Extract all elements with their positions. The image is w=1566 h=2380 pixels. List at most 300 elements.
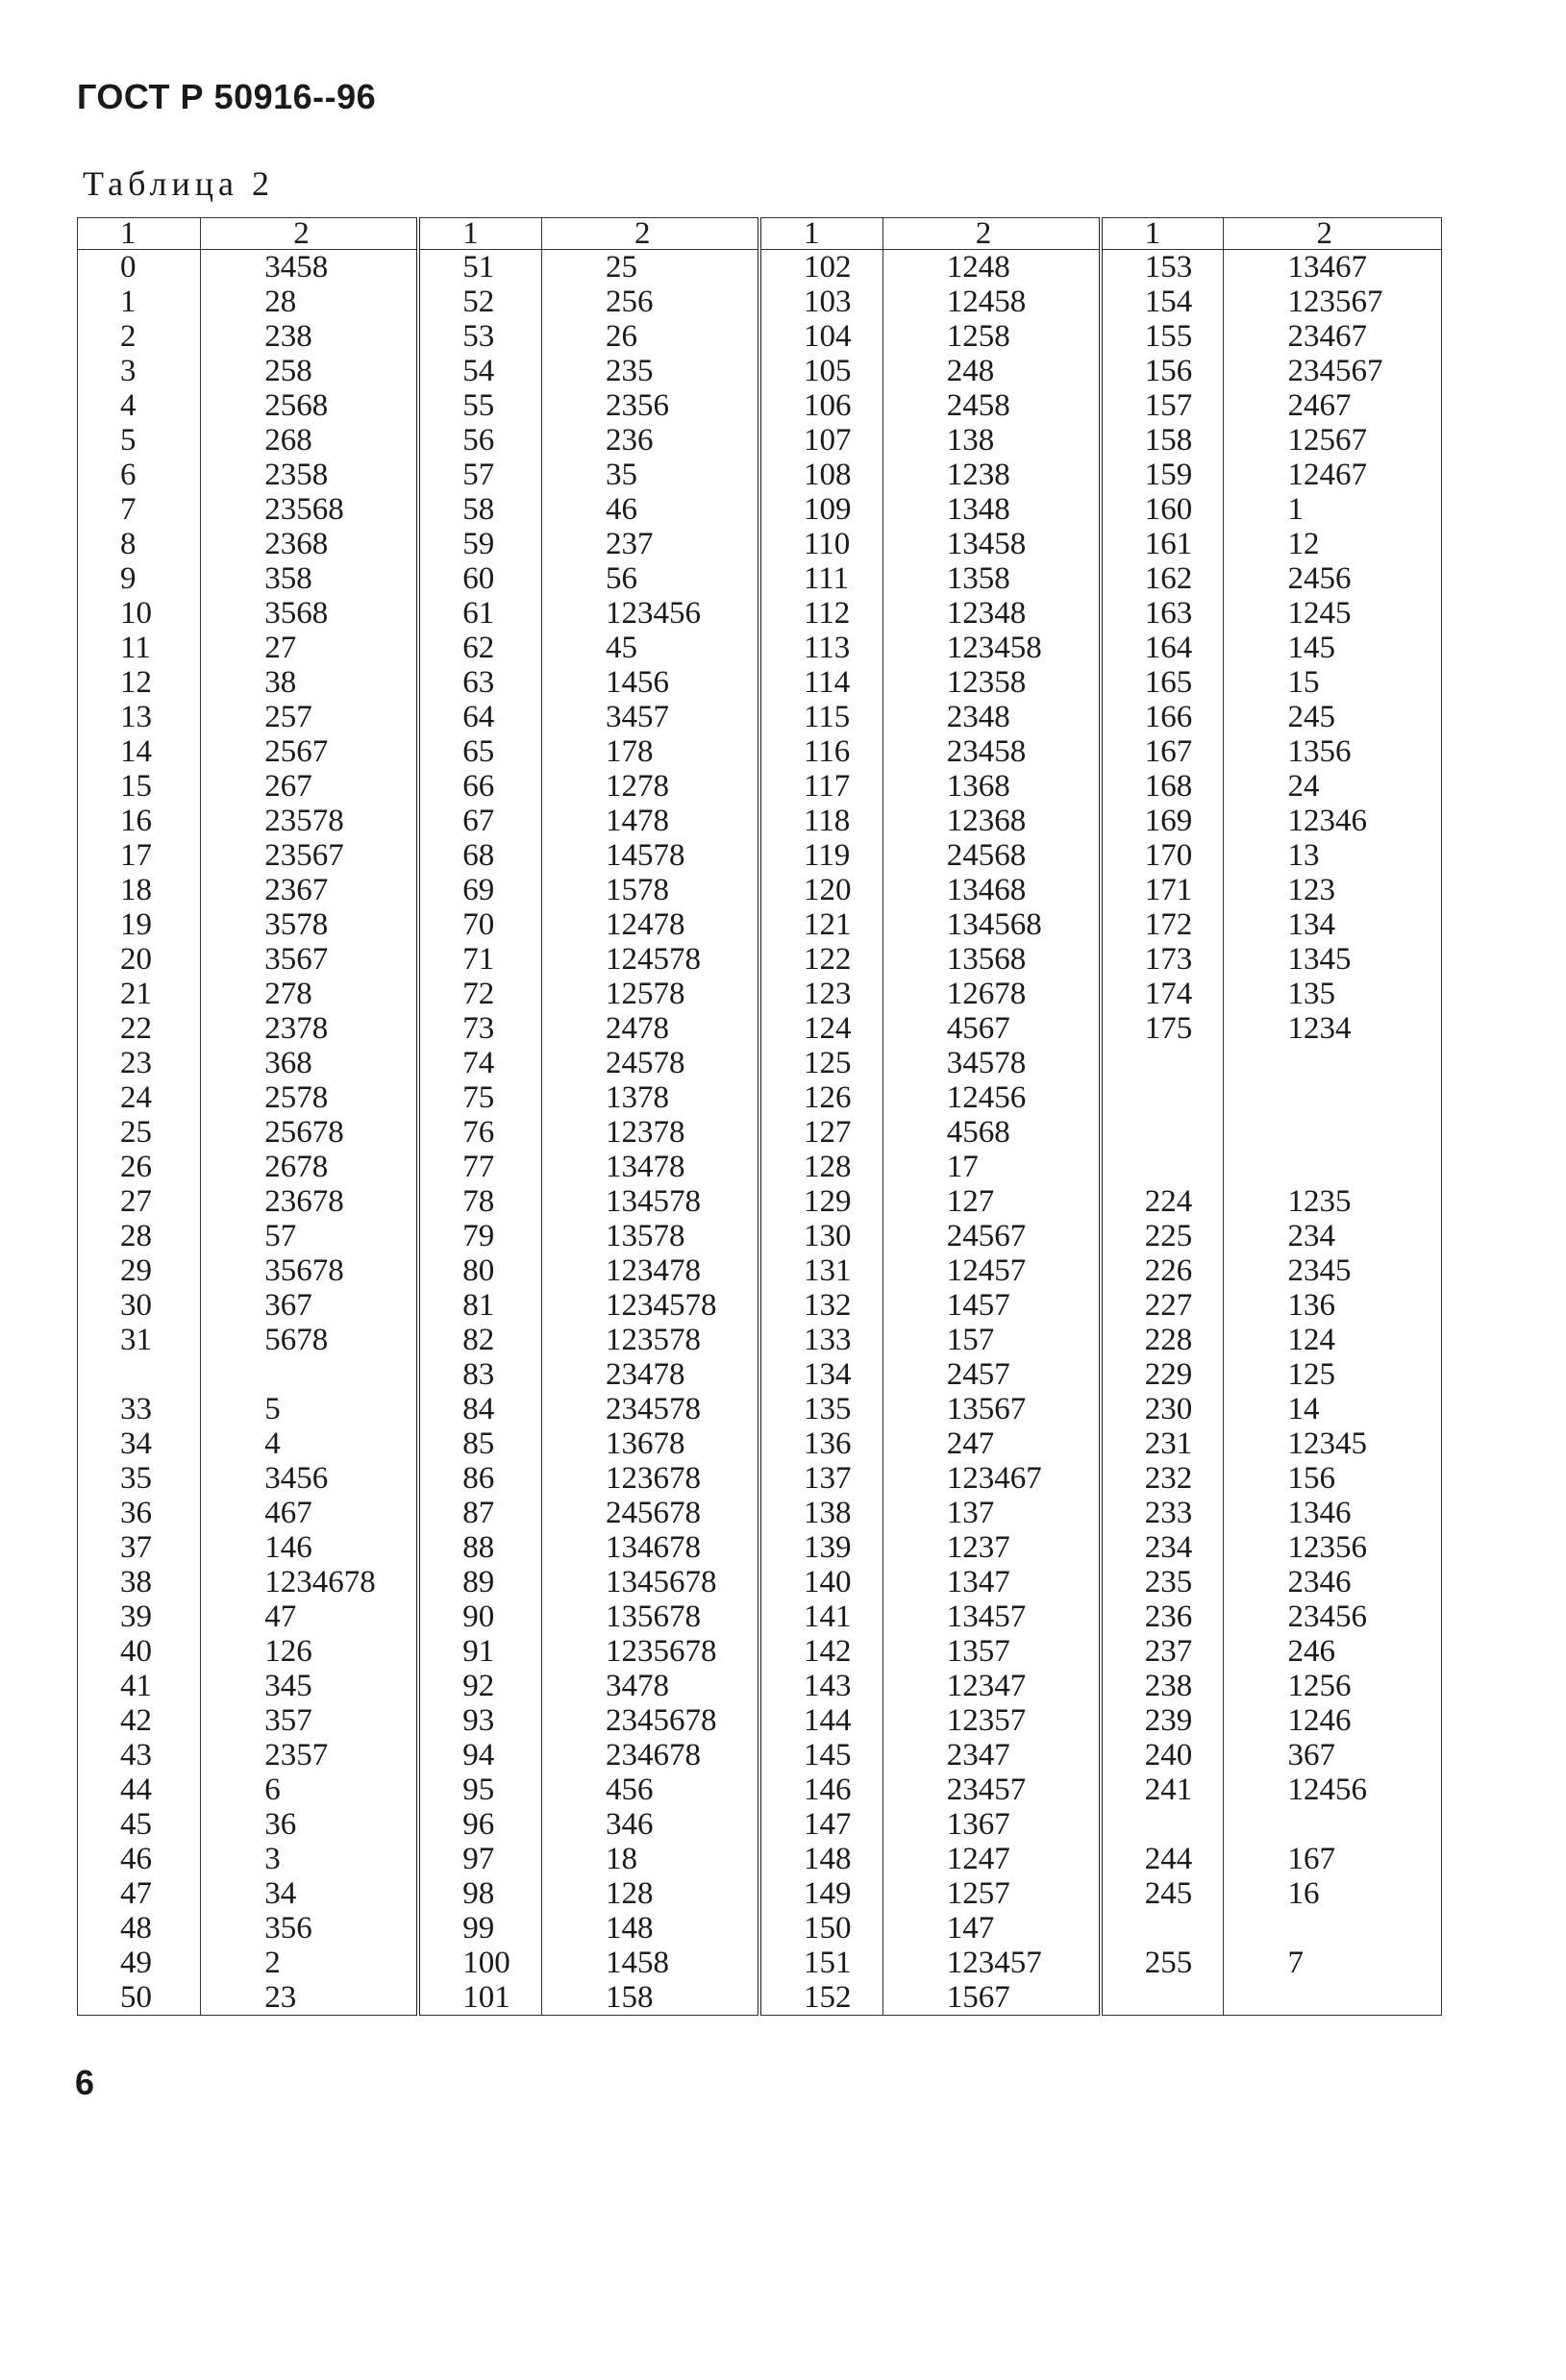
number-cell — [1101, 1080, 1224, 1115]
number-cell: 59 — [418, 527, 541, 561]
code-cell: 1256 — [1224, 1669, 1442, 1703]
number-cell: 75 — [418, 1080, 541, 1115]
code-cell: 157 — [882, 1323, 1100, 1357]
code-cell: 23568 — [201, 492, 418, 527]
number-cell: 123 — [759, 977, 882, 1011]
number-cell: 44 — [78, 1773, 201, 1807]
code-cell: 57 — [201, 1219, 418, 1253]
number-cell: 107 — [759, 423, 882, 458]
code-cell: 36 — [201, 1807, 418, 1842]
code-cell: 12578 — [542, 977, 759, 1011]
table-row — [78, 1738, 1442, 1773]
code-cell: 12678 — [882, 977, 1100, 1011]
table-row — [78, 1980, 1442, 2016]
header-cell-code: 2 — [882, 218, 1100, 250]
number-cell: 119 — [759, 838, 882, 873]
number-cell: 30 — [78, 1288, 201, 1323]
number-cell: 139 — [759, 1530, 882, 1565]
code-cell: 17 — [882, 1150, 1100, 1184]
code-cell: 1578 — [542, 873, 759, 907]
code-cell: 2678 — [201, 1150, 418, 1184]
number-cell: 33 — [78, 1392, 201, 1426]
code-cell: 14578 — [542, 838, 759, 873]
number-cell: 238 — [1101, 1669, 1224, 1703]
number-cell: 132 — [759, 1288, 882, 1323]
number-cell: 121 — [759, 907, 882, 942]
number-cell: 71 — [418, 942, 541, 977]
code-cell: 1357 — [882, 1634, 1100, 1669]
table-row — [78, 527, 1442, 561]
code-cell: 236 — [542, 423, 759, 458]
table-row — [78, 1496, 1442, 1530]
code-cell: 7 — [1224, 1946, 1442, 1980]
code-cell: 357 — [201, 1703, 418, 1738]
table-row — [78, 1807, 1442, 1842]
code-cell: 18 — [542, 1842, 759, 1876]
number-cell: 105 — [759, 354, 882, 388]
code-cell: 1 — [1224, 492, 1442, 527]
table-row — [78, 804, 1442, 838]
number-cell: 173 — [1101, 942, 1224, 977]
number-cell: 168 — [1101, 769, 1224, 804]
code-cell: 2357 — [201, 1738, 418, 1773]
code-cell: 12467 — [1224, 458, 1442, 492]
number-cell: 162 — [1101, 561, 1224, 596]
code-cell: 138 — [882, 423, 1100, 458]
number-cell: 3 — [78, 354, 201, 388]
number-cell: 245 — [1101, 1876, 1224, 1911]
number-cell: 160 — [1101, 492, 1224, 527]
number-cell: 96 — [418, 1807, 541, 1842]
number-cell: 125 — [759, 1046, 882, 1080]
number-cell: 239 — [1101, 1703, 1224, 1738]
number-cell: 73 — [418, 1011, 541, 1046]
code-cell: 367 — [201, 1288, 418, 1323]
code-cell: 1245 — [1224, 596, 1442, 631]
code-cell: 134 — [1224, 907, 1442, 942]
number-cell: 99 — [418, 1911, 541, 1946]
table-row — [78, 1011, 1442, 1046]
number-cell: 163 — [1101, 596, 1224, 631]
code-cell: 12347 — [882, 1669, 1100, 1703]
number-cell: 226 — [1101, 1253, 1224, 1288]
code-cell: 1345 — [1224, 942, 1442, 977]
number-cell: 141 — [759, 1599, 882, 1634]
code-cell: 278 — [201, 977, 418, 1011]
code-cell: 47 — [201, 1599, 418, 1634]
table-row — [78, 1392, 1442, 1426]
code-cell: 2345 — [1224, 1253, 1442, 1288]
number-cell: 151 — [759, 1946, 882, 1980]
number-cell: 172 — [1101, 907, 1224, 942]
code-cell: 25678 — [201, 1115, 418, 1150]
code-cell: 356 — [201, 1911, 418, 1946]
number-cell: 90 — [418, 1599, 541, 1634]
number-cell: 95 — [418, 1773, 541, 1807]
code-cell — [1224, 1150, 1442, 1184]
number-cell: 8 — [78, 527, 201, 561]
number-cell: 94 — [418, 1738, 541, 1773]
number-cell: 148 — [759, 1842, 882, 1876]
code-cell: 14 — [1224, 1392, 1442, 1426]
number-cell: 17 — [78, 838, 201, 873]
number-cell: 87 — [418, 1496, 541, 1530]
code-cell: 127 — [882, 1184, 1100, 1219]
code-cell: 2456 — [1224, 561, 1442, 596]
code-cell: 23458 — [882, 734, 1100, 769]
number-cell: 112 — [759, 596, 882, 631]
number-cell: 52 — [418, 285, 541, 319]
table-row — [78, 942, 1442, 977]
code-cell: 24568 — [882, 838, 1100, 873]
number-cell: 54 — [418, 354, 541, 388]
code-cell: 2378 — [201, 1011, 418, 1046]
number-cell: 140 — [759, 1565, 882, 1599]
number-cell: 19 — [78, 907, 201, 942]
number-cell: 255 — [1101, 1946, 1224, 1980]
code-table — [77, 217, 1442, 2016]
table-row — [78, 319, 1442, 354]
code-cell: 35678 — [201, 1253, 418, 1288]
code-cell: 24 — [1224, 769, 1442, 804]
code-cell: 2467 — [1224, 388, 1442, 423]
code-cell: 1237 — [882, 1530, 1100, 1565]
code-cell: 1247 — [882, 1842, 1100, 1876]
table-container — [77, 217, 1442, 2016]
code-cell: 1567 — [882, 1980, 1100, 2016]
number-cell: 224 — [1101, 1184, 1224, 1219]
code-cell: 2578 — [201, 1080, 418, 1115]
code-cell: 134578 — [542, 1184, 759, 1219]
table-row — [78, 458, 1442, 492]
code-cell: 134568 — [882, 907, 1100, 942]
code-cell: 123678 — [542, 1461, 759, 1496]
table-row — [78, 1323, 1442, 1357]
number-cell: 46 — [78, 1842, 201, 1876]
code-cell: 135678 — [542, 1599, 759, 1634]
code-cell — [201, 1357, 418, 1392]
code-cell: 12345 — [1224, 1426, 1442, 1461]
number-cell: 100 — [418, 1946, 541, 1980]
code-cell: 23678 — [201, 1184, 418, 1219]
number-cell: 235 — [1101, 1565, 1224, 1599]
table-body — [78, 250, 1442, 2016]
number-cell: 60 — [418, 561, 541, 596]
code-cell: 13458 — [882, 527, 1100, 561]
number-cell: 133 — [759, 1323, 882, 1357]
number-cell: 2 — [78, 319, 201, 354]
number-cell: 117 — [759, 769, 882, 804]
number-cell: 80 — [418, 1253, 541, 1288]
number-cell: 161 — [1101, 527, 1224, 561]
number-cell: 106 — [759, 388, 882, 423]
number-cell: 158 — [1101, 423, 1224, 458]
code-cell — [1224, 1980, 1442, 2016]
code-cell: 45 — [542, 631, 759, 665]
number-cell: 31 — [78, 1323, 201, 1357]
number-cell: 18 — [78, 873, 201, 907]
code-cell: 1234578 — [542, 1288, 759, 1323]
table-row — [78, 250, 1442, 285]
code-cell: 23 — [201, 1980, 418, 2016]
number-cell: 138 — [759, 1496, 882, 1530]
code-cell: 124 — [1224, 1323, 1442, 1357]
code-cell: 16 — [1224, 1876, 1442, 1911]
code-cell: 234 — [1224, 1219, 1442, 1253]
number-cell: 45 — [78, 1807, 201, 1842]
number-cell: 81 — [418, 1288, 541, 1323]
number-cell: 129 — [759, 1184, 882, 1219]
table-row — [78, 1703, 1442, 1738]
table-row — [78, 285, 1442, 319]
code-cell: 1356 — [1224, 734, 1442, 769]
code-cell: 1347 — [882, 1565, 1100, 1599]
code-cell: 12346 — [1224, 804, 1442, 838]
document-header: ГОСТ Р 50916--96 — [77, 77, 377, 116]
number-cell: 28 — [78, 1219, 201, 1253]
number-cell: 23 — [78, 1046, 201, 1080]
number-cell: 27 — [78, 1184, 201, 1219]
number-cell: 51 — [418, 250, 541, 285]
number-cell: 12 — [78, 665, 201, 700]
page-number: 6 — [75, 2063, 95, 2102]
code-cell: 28 — [201, 285, 418, 319]
number-cell: 157 — [1101, 388, 1224, 423]
code-cell: 3567 — [201, 942, 418, 977]
code-cell: 24567 — [882, 1219, 1100, 1253]
code-cell: 234567 — [1224, 354, 1442, 388]
number-cell: 38 — [78, 1565, 201, 1599]
table-row — [78, 734, 1442, 769]
number-cell: 145 — [759, 1738, 882, 1773]
code-cell: 267 — [201, 769, 418, 804]
number-cell: 134 — [759, 1357, 882, 1392]
number-cell: 63 — [418, 665, 541, 700]
code-cell: 126 — [201, 1634, 418, 1669]
number-cell — [1101, 1807, 1224, 1842]
number-cell: 10 — [78, 596, 201, 631]
code-cell: 2458 — [882, 388, 1100, 423]
code-cell: 1457 — [882, 1288, 1100, 1323]
table-row — [78, 388, 1442, 423]
number-cell: 15 — [78, 769, 201, 804]
code-cell: 56 — [542, 561, 759, 596]
number-cell: 116 — [759, 734, 882, 769]
code-cell: 2346 — [1224, 1565, 1442, 1599]
code-cell: 23467 — [1224, 319, 1442, 354]
code-cell: 5678 — [201, 1323, 418, 1357]
number-cell: 47 — [78, 1876, 201, 1911]
code-cell: 12348 — [882, 596, 1100, 631]
number-cell: 85 — [418, 1426, 541, 1461]
code-cell: 367 — [1224, 1738, 1442, 1773]
number-cell: 67 — [418, 804, 541, 838]
number-cell: 137 — [759, 1461, 882, 1496]
table-row — [78, 873, 1442, 907]
code-cell: 13457 — [882, 1599, 1100, 1634]
code-cell: 147 — [882, 1911, 1100, 1946]
code-cell: 128 — [542, 1876, 759, 1911]
code-cell: 1234678 — [201, 1565, 418, 1599]
code-cell: 23478 — [542, 1357, 759, 1392]
table-row — [78, 1842, 1442, 1876]
table-caption: Таблица 2 — [83, 164, 274, 203]
number-cell: 244 — [1101, 1842, 1224, 1876]
code-cell: 1367 — [882, 1807, 1100, 1842]
number-cell: 150 — [759, 1911, 882, 1946]
number-cell: 114 — [759, 665, 882, 700]
number-cell: 82 — [418, 1323, 541, 1357]
code-cell: 4568 — [882, 1115, 1100, 1150]
code-cell: 2356 — [542, 388, 759, 423]
code-cell: 12356 — [1224, 1530, 1442, 1565]
code-cell: 1235678 — [542, 1634, 759, 1669]
code-cell: 137 — [882, 1496, 1100, 1530]
number-cell: 61 — [418, 596, 541, 631]
number-cell: 13 — [78, 700, 201, 734]
number-cell: 55 — [418, 388, 541, 423]
code-cell: 256 — [542, 285, 759, 319]
number-cell: 7 — [78, 492, 201, 527]
code-cell: 12 — [1224, 527, 1442, 561]
code-cell: 3456 — [201, 1461, 418, 1496]
code-cell: 23578 — [201, 804, 418, 838]
number-cell: 153 — [1101, 250, 1224, 285]
table-row — [78, 700, 1442, 734]
code-cell: 1246 — [1224, 1703, 1442, 1738]
number-cell: 97 — [418, 1842, 541, 1876]
table-row — [78, 1565, 1442, 1599]
code-cell: 146 — [201, 1530, 418, 1565]
code-cell: 13568 — [882, 942, 1100, 977]
number-cell: 155 — [1101, 319, 1224, 354]
code-cell — [1224, 1807, 1442, 1842]
code-cell: 27 — [201, 631, 418, 665]
code-cell: 1348 — [882, 492, 1100, 527]
code-cell: 234578 — [542, 1392, 759, 1426]
number-cell: 37 — [78, 1530, 201, 1565]
number-cell: 92 — [418, 1669, 541, 1703]
number-cell: 40 — [78, 1634, 201, 1669]
code-cell: 38 — [201, 665, 418, 700]
code-cell: 2347 — [882, 1738, 1100, 1773]
number-cell: 229 — [1101, 1357, 1224, 1392]
number-cell: 86 — [418, 1461, 541, 1496]
code-cell: 12456 — [1224, 1773, 1442, 1807]
number-cell: 127 — [759, 1115, 882, 1150]
code-cell: 1345678 — [542, 1565, 759, 1599]
table-row — [78, 1773, 1442, 1807]
number-cell: 1 — [78, 285, 201, 319]
code-cell: 2368 — [201, 527, 418, 561]
code-cell: 1378 — [542, 1080, 759, 1115]
number-cell: 91 — [418, 1634, 541, 1669]
number-cell: 76 — [418, 1115, 541, 1150]
code-cell: 3568 — [201, 596, 418, 631]
number-cell: 42 — [78, 1703, 201, 1738]
code-cell: 13567 — [882, 1392, 1100, 1426]
code-cell: 12378 — [542, 1115, 759, 1150]
code-cell: 13578 — [542, 1219, 759, 1253]
code-cell: 134678 — [542, 1530, 759, 1565]
number-cell: 166 — [1101, 700, 1224, 734]
number-cell: 83 — [418, 1357, 541, 1392]
number-cell: 43 — [78, 1738, 201, 1773]
number-cell: 167 — [1101, 734, 1224, 769]
number-cell: 104 — [759, 319, 882, 354]
number-cell: 115 — [759, 700, 882, 734]
code-cell: 6 — [201, 1773, 418, 1807]
number-cell: 126 — [759, 1080, 882, 1115]
header-cell-code: 2 — [201, 218, 418, 250]
number-cell: 62 — [418, 631, 541, 665]
code-cell: 123456 — [542, 596, 759, 631]
number-cell: 72 — [418, 977, 541, 1011]
code-cell: 123478 — [542, 1253, 759, 1288]
code-cell: 1248 — [882, 250, 1100, 285]
table-row — [78, 1876, 1442, 1911]
number-cell: 175 — [1101, 1011, 1224, 1046]
number-cell: 39 — [78, 1599, 201, 1634]
code-cell: 123 — [1224, 873, 1442, 907]
code-cell: 12357 — [882, 1703, 1100, 1738]
code-cell: 1234 — [1224, 1011, 1442, 1046]
number-cell: 66 — [418, 769, 541, 804]
code-cell: 145 — [1224, 631, 1442, 665]
table-row — [78, 838, 1442, 873]
code-cell — [1224, 1080, 1442, 1115]
number-cell: 164 — [1101, 631, 1224, 665]
number-cell: 6 — [78, 458, 201, 492]
number-cell: 128 — [759, 1150, 882, 1184]
number-cell: 74 — [418, 1046, 541, 1080]
code-cell: 368 — [201, 1046, 418, 1080]
number-cell: 9 — [78, 561, 201, 596]
number-cell: 156 — [1101, 354, 1224, 388]
code-cell: 12456 — [882, 1080, 1100, 1115]
code-cell: 136 — [1224, 1288, 1442, 1323]
code-cell: 15 — [1224, 665, 1442, 700]
code-cell: 13678 — [542, 1426, 759, 1461]
code-cell: 1238 — [882, 458, 1100, 492]
table-row — [78, 1046, 1442, 1080]
number-cell — [1101, 1115, 1224, 1150]
number-cell: 174 — [1101, 977, 1224, 1011]
code-cell: 245678 — [542, 1496, 759, 1530]
table-row — [78, 1946, 1442, 1980]
code-cell: 2457 — [882, 1357, 1100, 1392]
number-cell: 136 — [759, 1426, 882, 1461]
number-cell: 68 — [418, 838, 541, 873]
code-cell: 13 — [1224, 838, 1442, 873]
number-cell: 65 — [418, 734, 541, 769]
table-row — [78, 1115, 1442, 1150]
number-cell: 26 — [78, 1150, 201, 1184]
number-cell: 24 — [78, 1080, 201, 1115]
number-cell: 149 — [759, 1876, 882, 1911]
number-cell: 165 — [1101, 665, 1224, 700]
code-cell: 246 — [1224, 1634, 1442, 1669]
code-cell: 238 — [201, 319, 418, 354]
number-cell: 130 — [759, 1219, 882, 1253]
table-row — [78, 1530, 1442, 1565]
number-cell: 25 — [78, 1115, 201, 1150]
number-cell: 109 — [759, 492, 882, 527]
code-cell: 1257 — [882, 1876, 1100, 1911]
code-cell: 1346 — [1224, 1496, 1442, 1530]
table-row — [78, 561, 1442, 596]
number-cell: 50 — [78, 1980, 201, 2016]
